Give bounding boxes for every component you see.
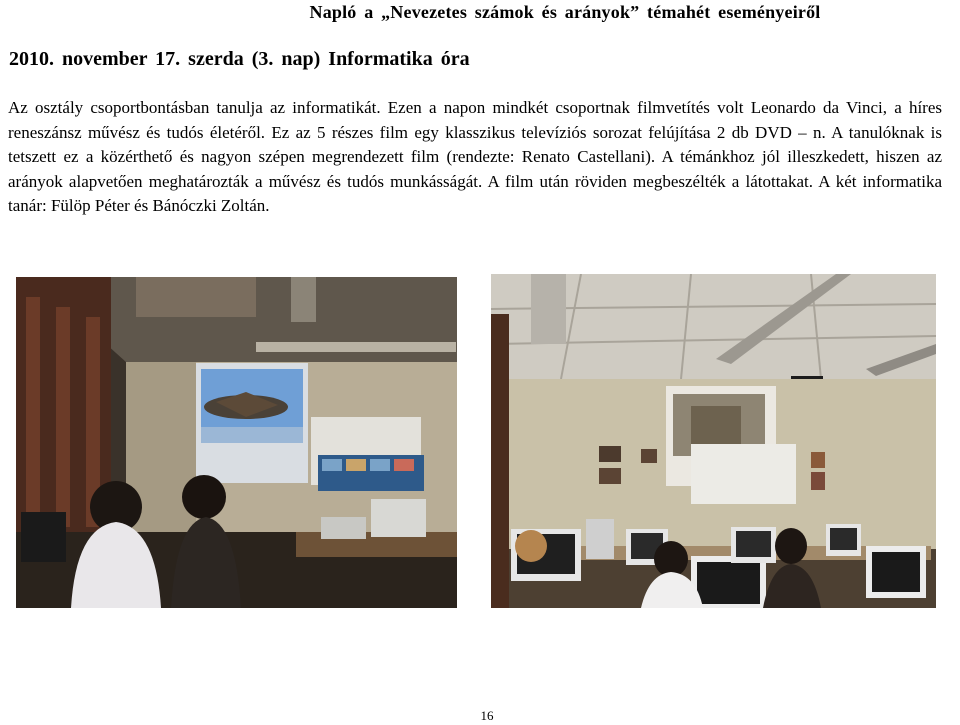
document-title: Napló a „Nevezetes számok és arányok” témahét eseményeiről bbox=[309, 2, 821, 22]
page-number: 16 bbox=[480, 708, 494, 723]
paragraph-text: Az osztály csoportbontásban tanulja az informatikát. Ezen a napon mindkét csoportnak filmvetítés volt Leonardo da Vinci, a híres reneszánsz művész és tudós életéről. Ez az 5 részes film egy klasszikus televíziós sorozat felújítása 2 db DVD – n. A tanulóknak is tetszett ez a közérthető és nagyon szépen megrendezett film (rendezte: Renato Castellani). A témánkhoz jól illeszkedett, hiszen az arányok alapvetően meghatározták a művész és tudós munkásságát. A film után röviden megbeszélték a látottakat. A két informatika tanár: Fülöp Péter és Bánóczki Zoltán. bbox=[8, 98, 942, 215]
classroom-photo-left bbox=[16, 277, 457, 608]
date-heading: 2010. november 17. szerda (3. nap) Informatika óra bbox=[9, 48, 470, 70]
classroom-photo-right-image bbox=[491, 274, 936, 608]
classroom-photo-right bbox=[491, 274, 936, 608]
classroom-photo-left-image bbox=[16, 277, 457, 608]
body-paragraph bbox=[8, 96, 942, 219]
